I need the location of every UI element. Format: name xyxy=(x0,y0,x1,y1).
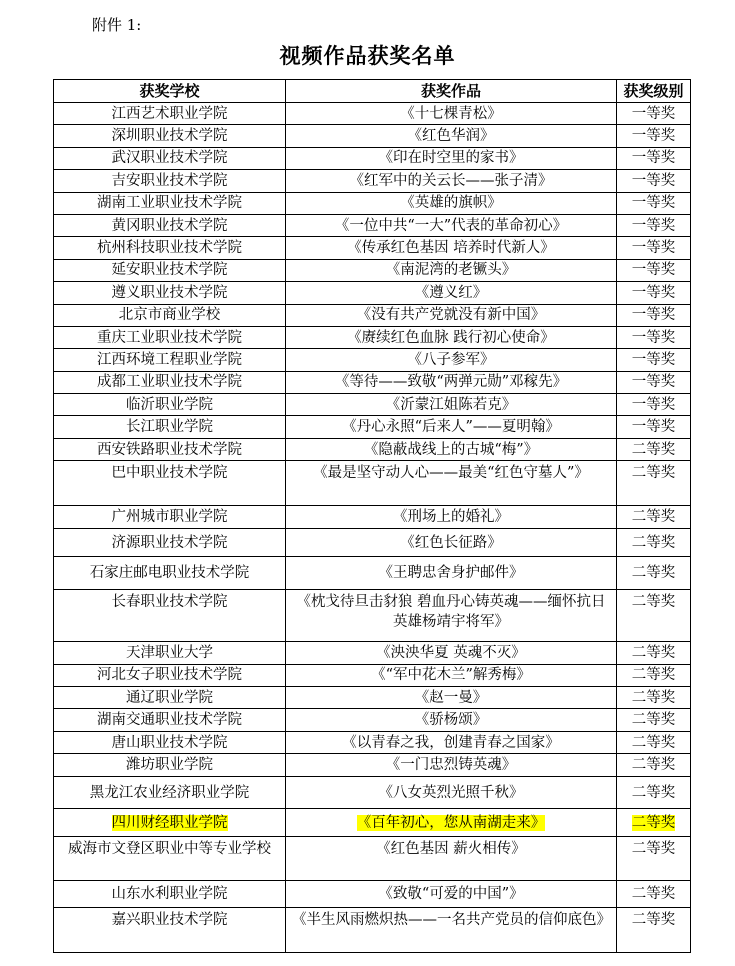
work-cell: 《骄杨颂》 xyxy=(286,709,617,731)
table-row xyxy=(54,642,691,664)
work-cell: 《丹心永照“后来人”——夏明翰》 xyxy=(286,416,617,438)
table-row xyxy=(54,394,691,416)
school-cell: 黑龙江农业经济职业学院 xyxy=(54,777,286,809)
table-row xyxy=(54,259,691,281)
table-row xyxy=(54,237,691,259)
level-cell: 二等奖 xyxy=(617,687,691,709)
level-cell: 二等奖 xyxy=(617,777,691,809)
work-cell: 《一门忠烈铸英魂》 xyxy=(286,754,617,777)
level-cell: 一等奖 xyxy=(617,304,691,326)
level-cell: 二等奖 xyxy=(617,590,691,642)
school-cell: 长江职业学院 xyxy=(54,416,286,438)
table-row-highlighted xyxy=(54,809,691,837)
highlighted-level: 二等奖 xyxy=(631,814,676,831)
table-row xyxy=(54,731,691,753)
award-table xyxy=(53,79,691,953)
table-row xyxy=(54,557,691,590)
work-cell: 《传承红色基因 培养时代新人》 xyxy=(286,237,617,259)
header-work: 获奖作品 xyxy=(286,80,617,103)
work-cell: 《红色基因 薪火相传》 xyxy=(286,837,617,881)
school-cell: 石家庄邮电职业技术学院 xyxy=(54,557,286,590)
level-cell: 一等奖 xyxy=(617,282,691,304)
table-row xyxy=(54,881,691,908)
highlighted-school: 四川财经职业学院 xyxy=(111,814,228,831)
level-cell: 二等奖 xyxy=(617,557,691,590)
table-row xyxy=(54,837,691,881)
work-cell: 《最是坚守动人心——最美“红色守墓人”》 xyxy=(286,461,617,506)
table-row xyxy=(54,416,691,438)
page-title: 视频作品获奖名单 xyxy=(279,43,456,68)
school-cell: 北京市商业学校 xyxy=(54,304,286,326)
header-school: 获奖学校 xyxy=(54,80,286,103)
highlighted-work: 《百年初心，您从南湖走来》 xyxy=(356,814,546,831)
level-cell: 一等奖 xyxy=(617,170,691,192)
table-row xyxy=(54,371,691,393)
work-cell: 《半生风雨燃炽热——一名共产党员的信仰底色》 xyxy=(286,908,617,953)
work-cell: 《刑场上的婚礼》 xyxy=(286,506,617,529)
school-cell: 武汉职业技术学院 xyxy=(54,147,286,169)
work-cell: 《遵义红》 xyxy=(286,282,617,304)
work-cell: 《红色华润》 xyxy=(286,125,617,147)
work-cell: 《红色长征路》 xyxy=(286,529,617,557)
table-row xyxy=(54,754,691,777)
school-cell: 成都工业职业技术学院 xyxy=(54,371,286,393)
level-cell: 一等奖 xyxy=(617,349,691,371)
level-cell: 一等奖 xyxy=(617,394,691,416)
work-cell: 《王聘忠舍身护邮件》 xyxy=(286,557,617,590)
work-cell: 《致敬“可爱的中国”》 xyxy=(286,881,617,908)
table-row xyxy=(54,214,691,236)
school-cell: 河北女子职业技术学院 xyxy=(54,664,286,686)
level-cell: 一等奖 xyxy=(617,326,691,348)
work-cell: 《一位中共“一大”代表的革命初心》 xyxy=(286,214,617,236)
school-cell: 广州城市职业学院 xyxy=(54,506,286,529)
work-cell: 《英雄的旗帜》 xyxy=(286,192,617,214)
table-row xyxy=(54,908,691,953)
level-cell: 二等奖 xyxy=(617,664,691,686)
work-cell: 《印在时空里的家书》 xyxy=(286,147,617,169)
level-cell: 一等奖 xyxy=(617,125,691,147)
table-row xyxy=(54,125,691,147)
level-cell: 二等奖 xyxy=(617,506,691,529)
table-row xyxy=(54,664,691,686)
school-cell: 天津职业大学 xyxy=(54,642,286,664)
attachment-label: 附件 1: xyxy=(92,16,142,34)
school-cell: 威海市文登区职业中等专业学校 xyxy=(54,837,286,881)
work-cell: 《南泥湾的老镢头》 xyxy=(286,259,617,281)
work-cell: 《枕戈待旦击豺狼 碧血丹心铸英魂——缅怀抗日英雄杨靖宇将军》 xyxy=(286,590,617,642)
level-cell: 一等奖 xyxy=(617,103,691,125)
work-cell: 《泱泱华夏 英魂不灭》 xyxy=(286,642,617,664)
table-row xyxy=(54,590,691,642)
level-cell: 一等奖 xyxy=(617,371,691,393)
work-cell: 《隐蔽战线上的古城“梅”》 xyxy=(286,438,617,460)
school-cell: 深圳职业技术学院 xyxy=(54,125,286,147)
table-row xyxy=(54,326,691,348)
work-cell xyxy=(286,809,617,837)
work-cell: 《十七棵青松》 xyxy=(286,103,617,125)
work-cell: 《沂蒙江姐陈若克》 xyxy=(286,394,617,416)
level-cell: 二等奖 xyxy=(617,461,691,506)
level-cell: 一等奖 xyxy=(617,214,691,236)
table-header-row xyxy=(54,80,691,103)
school-cell: 长春职业技术学院 xyxy=(54,590,286,642)
school-cell: 通辽职业学院 xyxy=(54,687,286,709)
table-row xyxy=(54,777,691,809)
level-cell: 二等奖 xyxy=(617,709,691,731)
school-cell: 巴中职业技术学院 xyxy=(54,461,286,506)
table-row xyxy=(54,170,691,192)
school-cell: 黄冈职业技术学院 xyxy=(54,214,286,236)
table-row xyxy=(54,304,691,326)
table-row xyxy=(54,147,691,169)
level-cell: 二等奖 xyxy=(617,438,691,460)
work-cell: 《赓续红色血脉 践行初心使命》 xyxy=(286,326,617,348)
school-cell: 延安职业技术学院 xyxy=(54,259,286,281)
table-row xyxy=(54,282,691,304)
table-row xyxy=(54,349,691,371)
school-cell xyxy=(54,809,286,837)
level-cell: 二等奖 xyxy=(617,754,691,777)
table-row xyxy=(54,192,691,214)
level-cell: 二等奖 xyxy=(617,529,691,557)
table-row xyxy=(54,438,691,460)
level-cell: 二等奖 xyxy=(617,731,691,753)
header-level: 获奖级别 xyxy=(617,80,691,103)
table-row xyxy=(54,103,691,125)
work-cell: 《赵一曼》 xyxy=(286,687,617,709)
school-cell: 江西环境工程职业学院 xyxy=(54,349,286,371)
school-cell: 山东水利职业学院 xyxy=(54,881,286,908)
level-cell: 一等奖 xyxy=(617,192,691,214)
school-cell: 湖南工业职业技术学院 xyxy=(54,192,286,214)
work-cell: 《以青春之我，创建青春之国家》 xyxy=(286,731,617,753)
work-cell: 《“军中花木兰”解秀梅》 xyxy=(286,664,617,686)
table-row xyxy=(54,687,691,709)
school-cell: 江西艺术职业学院 xyxy=(54,103,286,125)
work-cell: 《没有共产党就没有新中国》 xyxy=(286,304,617,326)
table-row xyxy=(54,461,691,506)
level-cell: 二等奖 xyxy=(617,642,691,664)
level-cell xyxy=(617,809,691,837)
school-cell: 济源职业技术学院 xyxy=(54,529,286,557)
work-cell: 《八女英烈光照千秋》 xyxy=(286,777,617,809)
school-cell: 潍坊职业学院 xyxy=(54,754,286,777)
level-cell: 一等奖 xyxy=(617,147,691,169)
level-cell: 一等奖 xyxy=(617,237,691,259)
level-cell: 二等奖 xyxy=(617,837,691,881)
work-cell: 《等待——致敬“两弹元勋”邓稼先》 xyxy=(286,371,617,393)
school-cell: 临沂职业学院 xyxy=(54,394,286,416)
school-cell: 遵义职业技术学院 xyxy=(54,282,286,304)
level-cell: 二等奖 xyxy=(617,908,691,953)
level-cell: 二等奖 xyxy=(617,881,691,908)
school-cell: 湖南交通职业技术学院 xyxy=(54,709,286,731)
level-cell: 一等奖 xyxy=(617,416,691,438)
level-cell: 一等奖 xyxy=(617,259,691,281)
work-cell: 《八子参军》 xyxy=(286,349,617,371)
work-cell: 《红军中的关云长——张子清》 xyxy=(286,170,617,192)
school-cell: 杭州科技职业技术学院 xyxy=(54,237,286,259)
school-cell: 嘉兴职业技术学院 xyxy=(54,908,286,953)
table-row xyxy=(54,506,691,529)
table-row xyxy=(54,529,691,557)
table-row xyxy=(54,709,691,731)
school-cell: 西安铁路职业技术学院 xyxy=(54,438,286,460)
school-cell: 重庆工业职业技术学院 xyxy=(54,326,286,348)
school-cell: 唐山职业技术学院 xyxy=(54,731,286,753)
school-cell: 吉安职业技术学院 xyxy=(54,170,286,192)
